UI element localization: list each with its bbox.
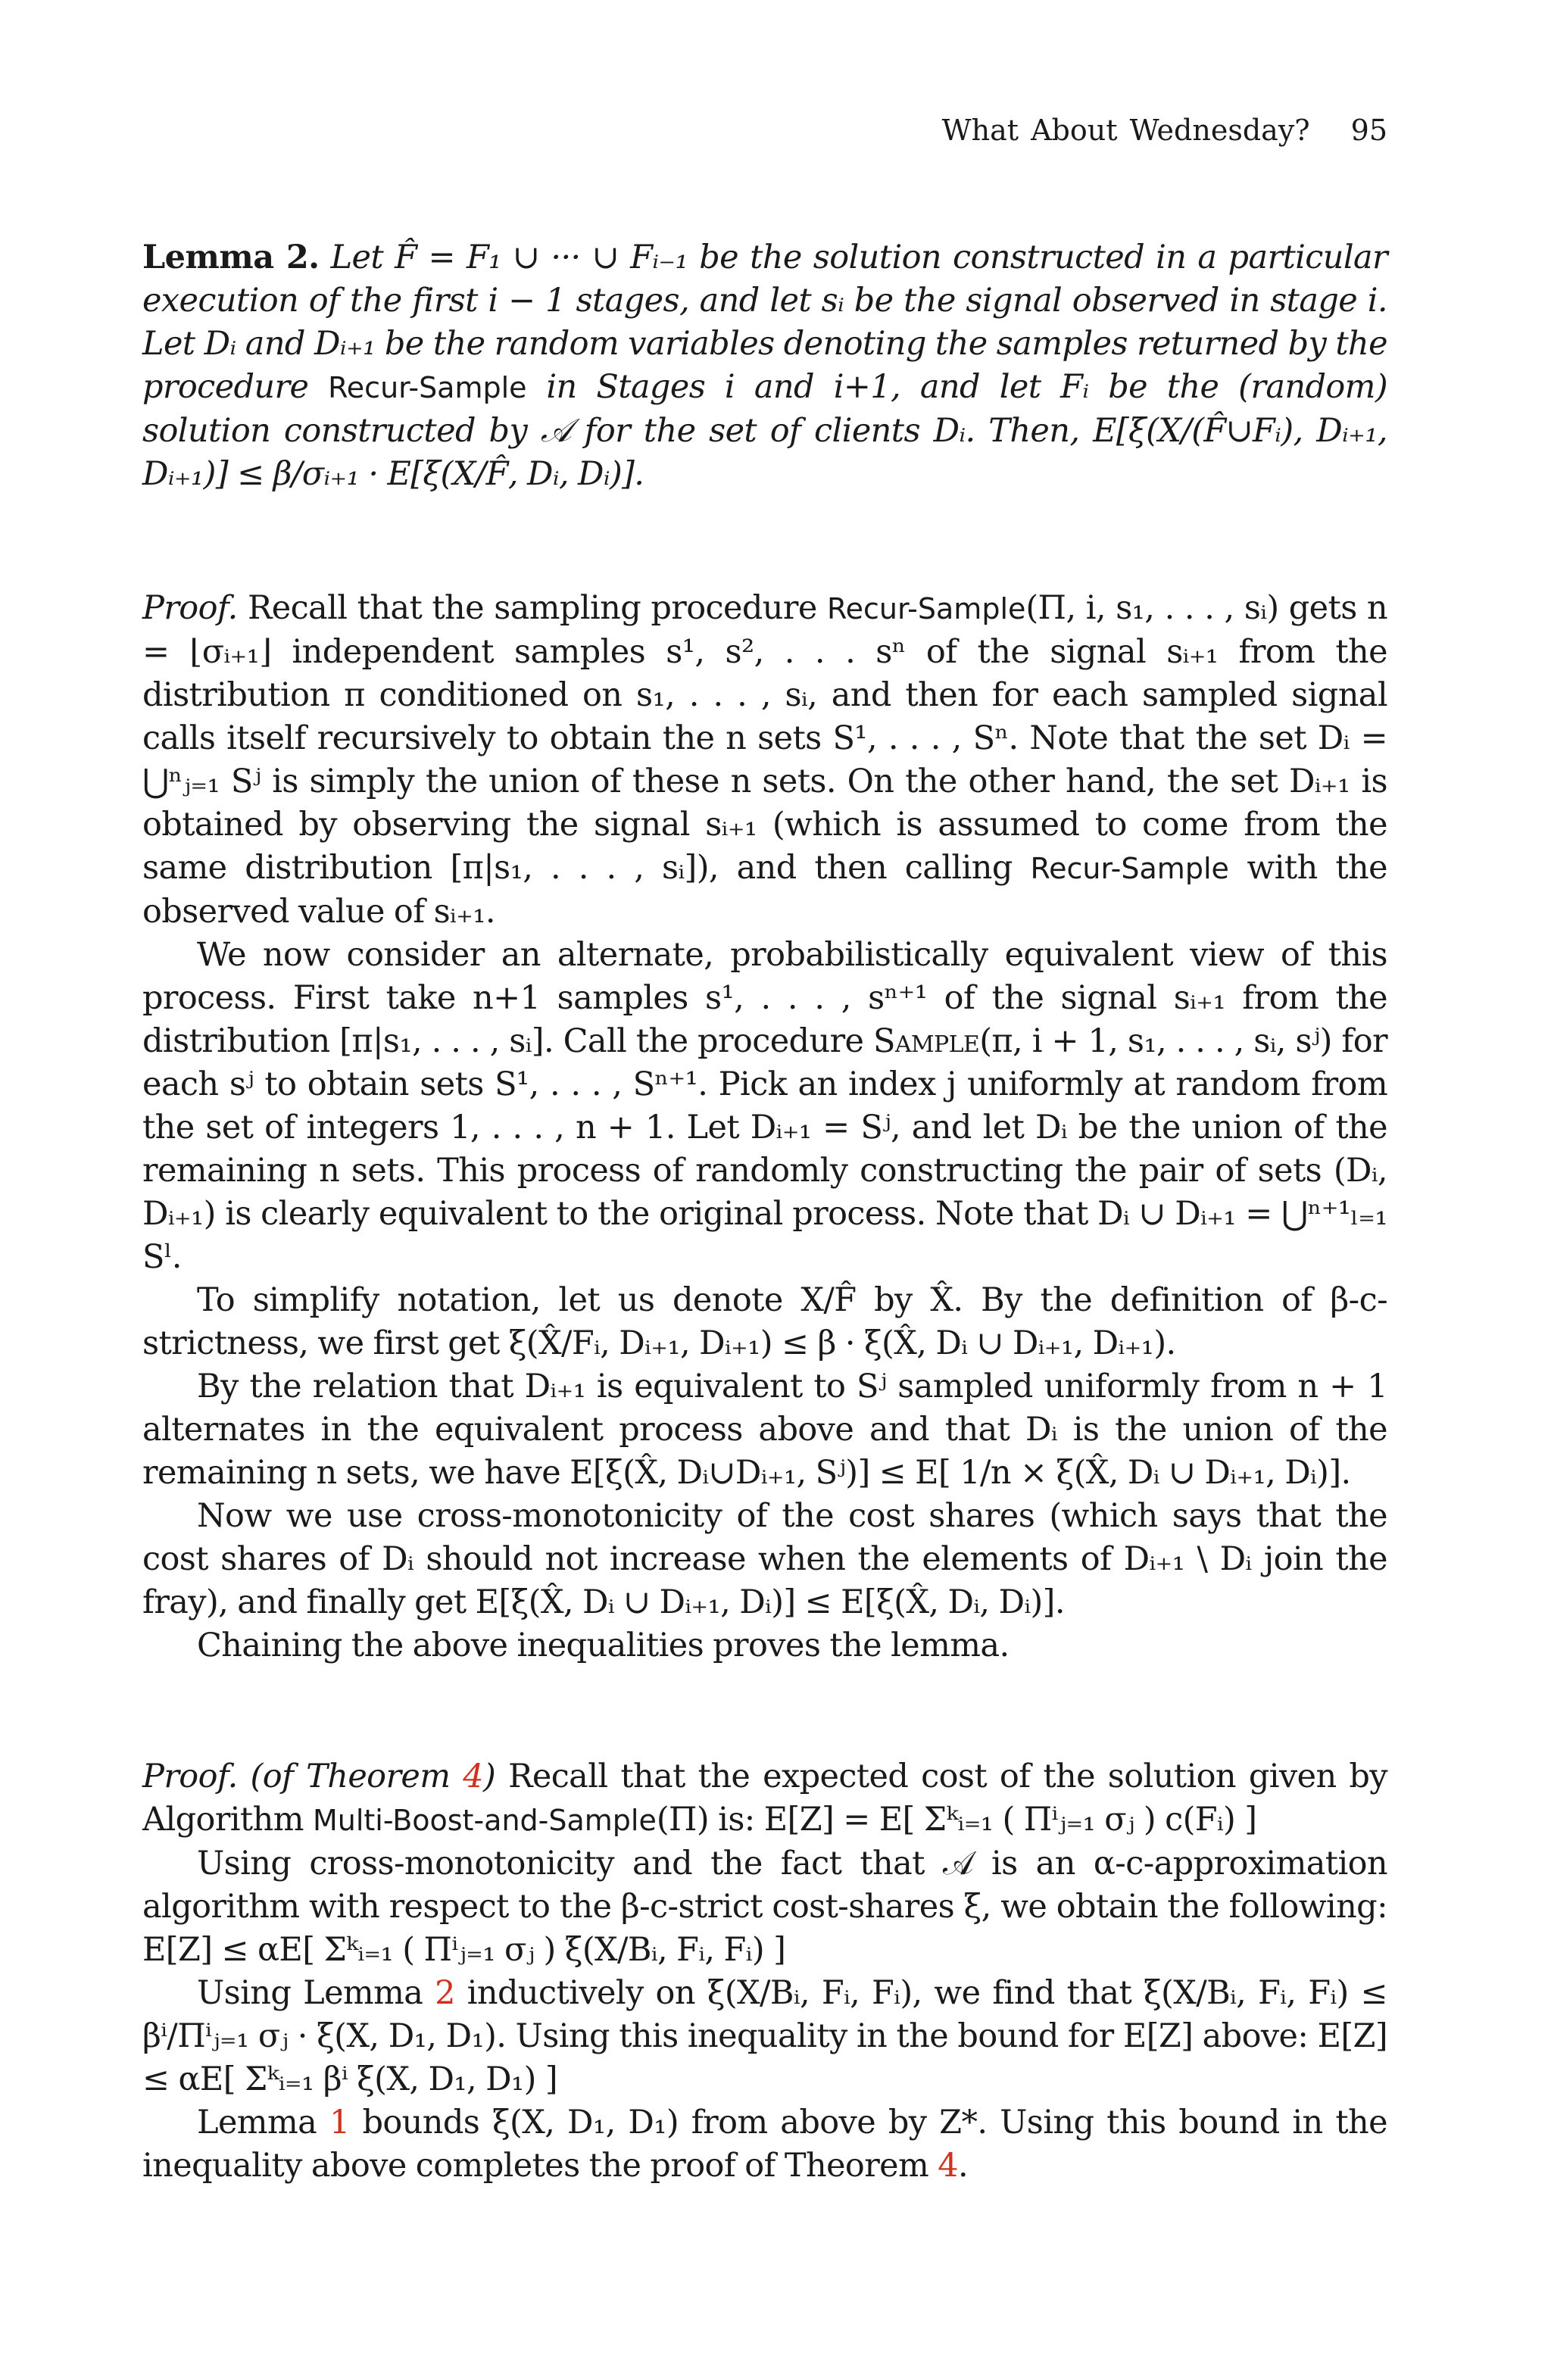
theorem-reference-link[interactable]: 4 — [463, 1758, 484, 1795]
proof-of-lemma-2 — [142, 587, 1387, 1667]
proof1-paragraph-6: Chaining the above inequalities proves the lemma. — [197, 1627, 1010, 1664]
running-title: What About Wednesday? — [941, 114, 1310, 147]
lemma-text-1: Let F̂ = F₁ ∪ ··· ∪ Fᵢ₋₁ be the solution constructed in a particular execution of the first i − 1 stages, and let sᵢ be the signal observed in stage i. Let Dᵢ and Dᵢ₊₁ be the random variables denoting the samples returned by the procedure — [142, 239, 1388, 406]
proof1-text: (Π, i, s₁, . . . , sᵢ) gets n = ⌊σᵢ₊₁⌋ independent samples s¹, s², . . . sⁿ of the signal sᵢ₊₁ from the distribution π conditioned on s₁, . . . , sᵢ, and then for each sampled signal calls itself recursively to obtain the n sets S¹, . . . , Sⁿ. Note that the set Dᵢ = ⋃ⁿⱼ₌₁ Sʲ is simply the union of these n sets. On the other hand, the set Dᵢ₊₁ is obtained by observing the signal sᵢ₊₁ (which is assumed to come from the same distribution [π|s₁, . . . , sᵢ]), and then calling — [142, 589, 1388, 887]
proof2-paragraph-4 — [142, 2101, 1387, 2188]
page — [142, 114, 1387, 2188]
lemma-2 — [142, 236, 1387, 496]
proof2-paragraph-2: Using cross-monotonicity and the fact that 𝒜 is an α-c-approximation algorithm with respect to the β-c-strict cost-shares ξ, we obtain the following: E[Z] ≤ αE[ Σᵏᵢ₌₁ ( Πⁱⱼ₌₁ σⱼ ) ξ(X/Bᵢ, Fᵢ, Fᵢ) ] — [142, 1845, 1387, 1969]
lemma-label: Lemma 2. — [142, 239, 320, 276]
proof2-text: Lemma — [197, 2104, 329, 2141]
lemma-text-2: in Stages i and i+1, and let Fᵢ be the (random) solution constructed by 𝒜 for the set of clients Dᵢ. Then, E[ξ(X/(F̂∪Fᵢ), Dᵢ₊₁, Dᵢ₊₁)] ≤ β/σᵢ₊₁ · E[ξ(X/F̂, Dᵢ, Dᵢ)]. — [142, 368, 1388, 493]
proof-label-of: (of Theorem — [237, 1758, 463, 1795]
proof2-paragraph-1 — [142, 1755, 1387, 1842]
proof-label: Proof. — [142, 1758, 238, 1795]
procedure-name: Recur-Sample — [1030, 852, 1229, 885]
lemma-reference-link[interactable]: 1 — [329, 2104, 350, 2141]
proof1-paragraph-1 — [142, 587, 1387, 934]
proof2-text: . — [958, 2147, 969, 2185]
running-head — [142, 114, 1387, 159]
proof2-paragraph-3 — [142, 1972, 1387, 2101]
theorem-reference-link[interactable]: 4 — [938, 2147, 959, 2185]
proof1-paragraph-4: By the relation that Dᵢ₊₁ is equivalent to Sʲ sampled uniformly from n + 1 alternates in the equivalent process above and that Dᵢ is the union of the remaining n sets, we have E[ξ(X̂, Dᵢ∪Dᵢ₊₁, Sʲ)] ≤ E[ 1/n × ξ(X̂, Dᵢ ∪ Dᵢ₊₁, Dᵢ)]. — [142, 1368, 1387, 1492]
proof1-paragraph-5: Now we use cross-monotonicity of the cost shares (which says that the cost shares of Dᵢ should not increase when the elements of Dᵢ₊₁ \ Dᵢ join the fray), and finally get E[ξ(X̂, Dᵢ ∪ Dᵢ₊₁, Dᵢ)] ≤ E[ξ(X̂, Dᵢ, Dᵢ)]. — [142, 1497, 1387, 1621]
proof1-text: Recall that the sampling procedure — [237, 589, 827, 627]
proof-label-close: ) — [483, 1758, 496, 1795]
procedure-name: Recur-Sample — [328, 371, 527, 404]
proof-label: Proof. — [142, 589, 238, 627]
proof2-text: inductively on ξ(X/Bᵢ, Fᵢ, Fᵢ), we find that ξ(X/Bᵢ, Fᵢ, Fᵢ) ≤ βⁱ/Πⁱⱼ₌₁ σⱼ · ξ(X, D₁, D₁). Using this inequality in the bound for E[Z] above: E[Z] ≤ αE[ Σᵏᵢ₌₁ βⁱ ξ(X, D₁, D₁) ] — [142, 1974, 1387, 2098]
proof-of-theorem-4 — [142, 1755, 1387, 2188]
proof1-paragraph-3: To simplify notation, let us denote X/F̂ by X̂. By the definition of β-c-strictness, we first get ξ(X̂/Fᵢ, Dᵢ₊₁, Dᵢ₊₁) ≤ β · ξ(X̂, Dᵢ ∪ Dᵢ₊₁, Dᵢ₊₁). — [142, 1281, 1387, 1362]
proof2-text: Using Lemma — [197, 1974, 435, 2012]
procedure-name: Sample — [872, 1022, 980, 1060]
proof1-text: with the observed value of sᵢ₊₁. — [142, 849, 1387, 931]
proof2-text: (Π) is: E[Z] = E[ Σᵏᵢ₌₁ ( Πⁱⱼ₌₁ σⱼ ) c(Fᵢ) ] — [656, 1801, 1257, 1839]
page-number: 95 — [1350, 114, 1387, 147]
lemma-reference-link[interactable]: 2 — [435, 1974, 455, 2012]
proof1-text: We now consider an alternate, probabilistically equivalent view of this process. First take n+1 samples s¹, . . . , sⁿ⁺¹ of the signal sᵢ₊₁ from the distribution [π|s₁, . . . , sᵢ]. Call the procedure — [142, 936, 1387, 1060]
procedure-name: Multi-Boost-and-Sample — [312, 1804, 657, 1837]
proof1-text: (π, i + 1, s₁, . . . , sᵢ, sʲ) for each sʲ to obtain sets S¹, . . . , Sⁿ⁺¹. Pick an index j uniformly at random from the set of integers 1, . . . , n + 1. Let Dᵢ₊₁ = Sʲ, and let Dᵢ be the union of the remaining n sets. This process of randomly constructing the pair of sets (Dᵢ, Dᵢ₊₁) is clearly equivalent to the original process. Note that Dᵢ ∪ Dᵢ₊₁ = ⋃ⁿ⁺¹ₗ₌₁ Sˡ. — [142, 1022, 1387, 1276]
procedure-name: Recur-Sample — [826, 592, 1026, 625]
proof1-paragraph-2 — [142, 934, 1387, 1279]
proof2-text: bounds ξ(X, D₁, D₁) from above by Z*. Using this bound in the inequality above completes the proof of Theorem — [142, 2104, 1387, 2185]
proof2-text: Recall that the expected cost of the solution given by Algorithm — [142, 1758, 1387, 1839]
